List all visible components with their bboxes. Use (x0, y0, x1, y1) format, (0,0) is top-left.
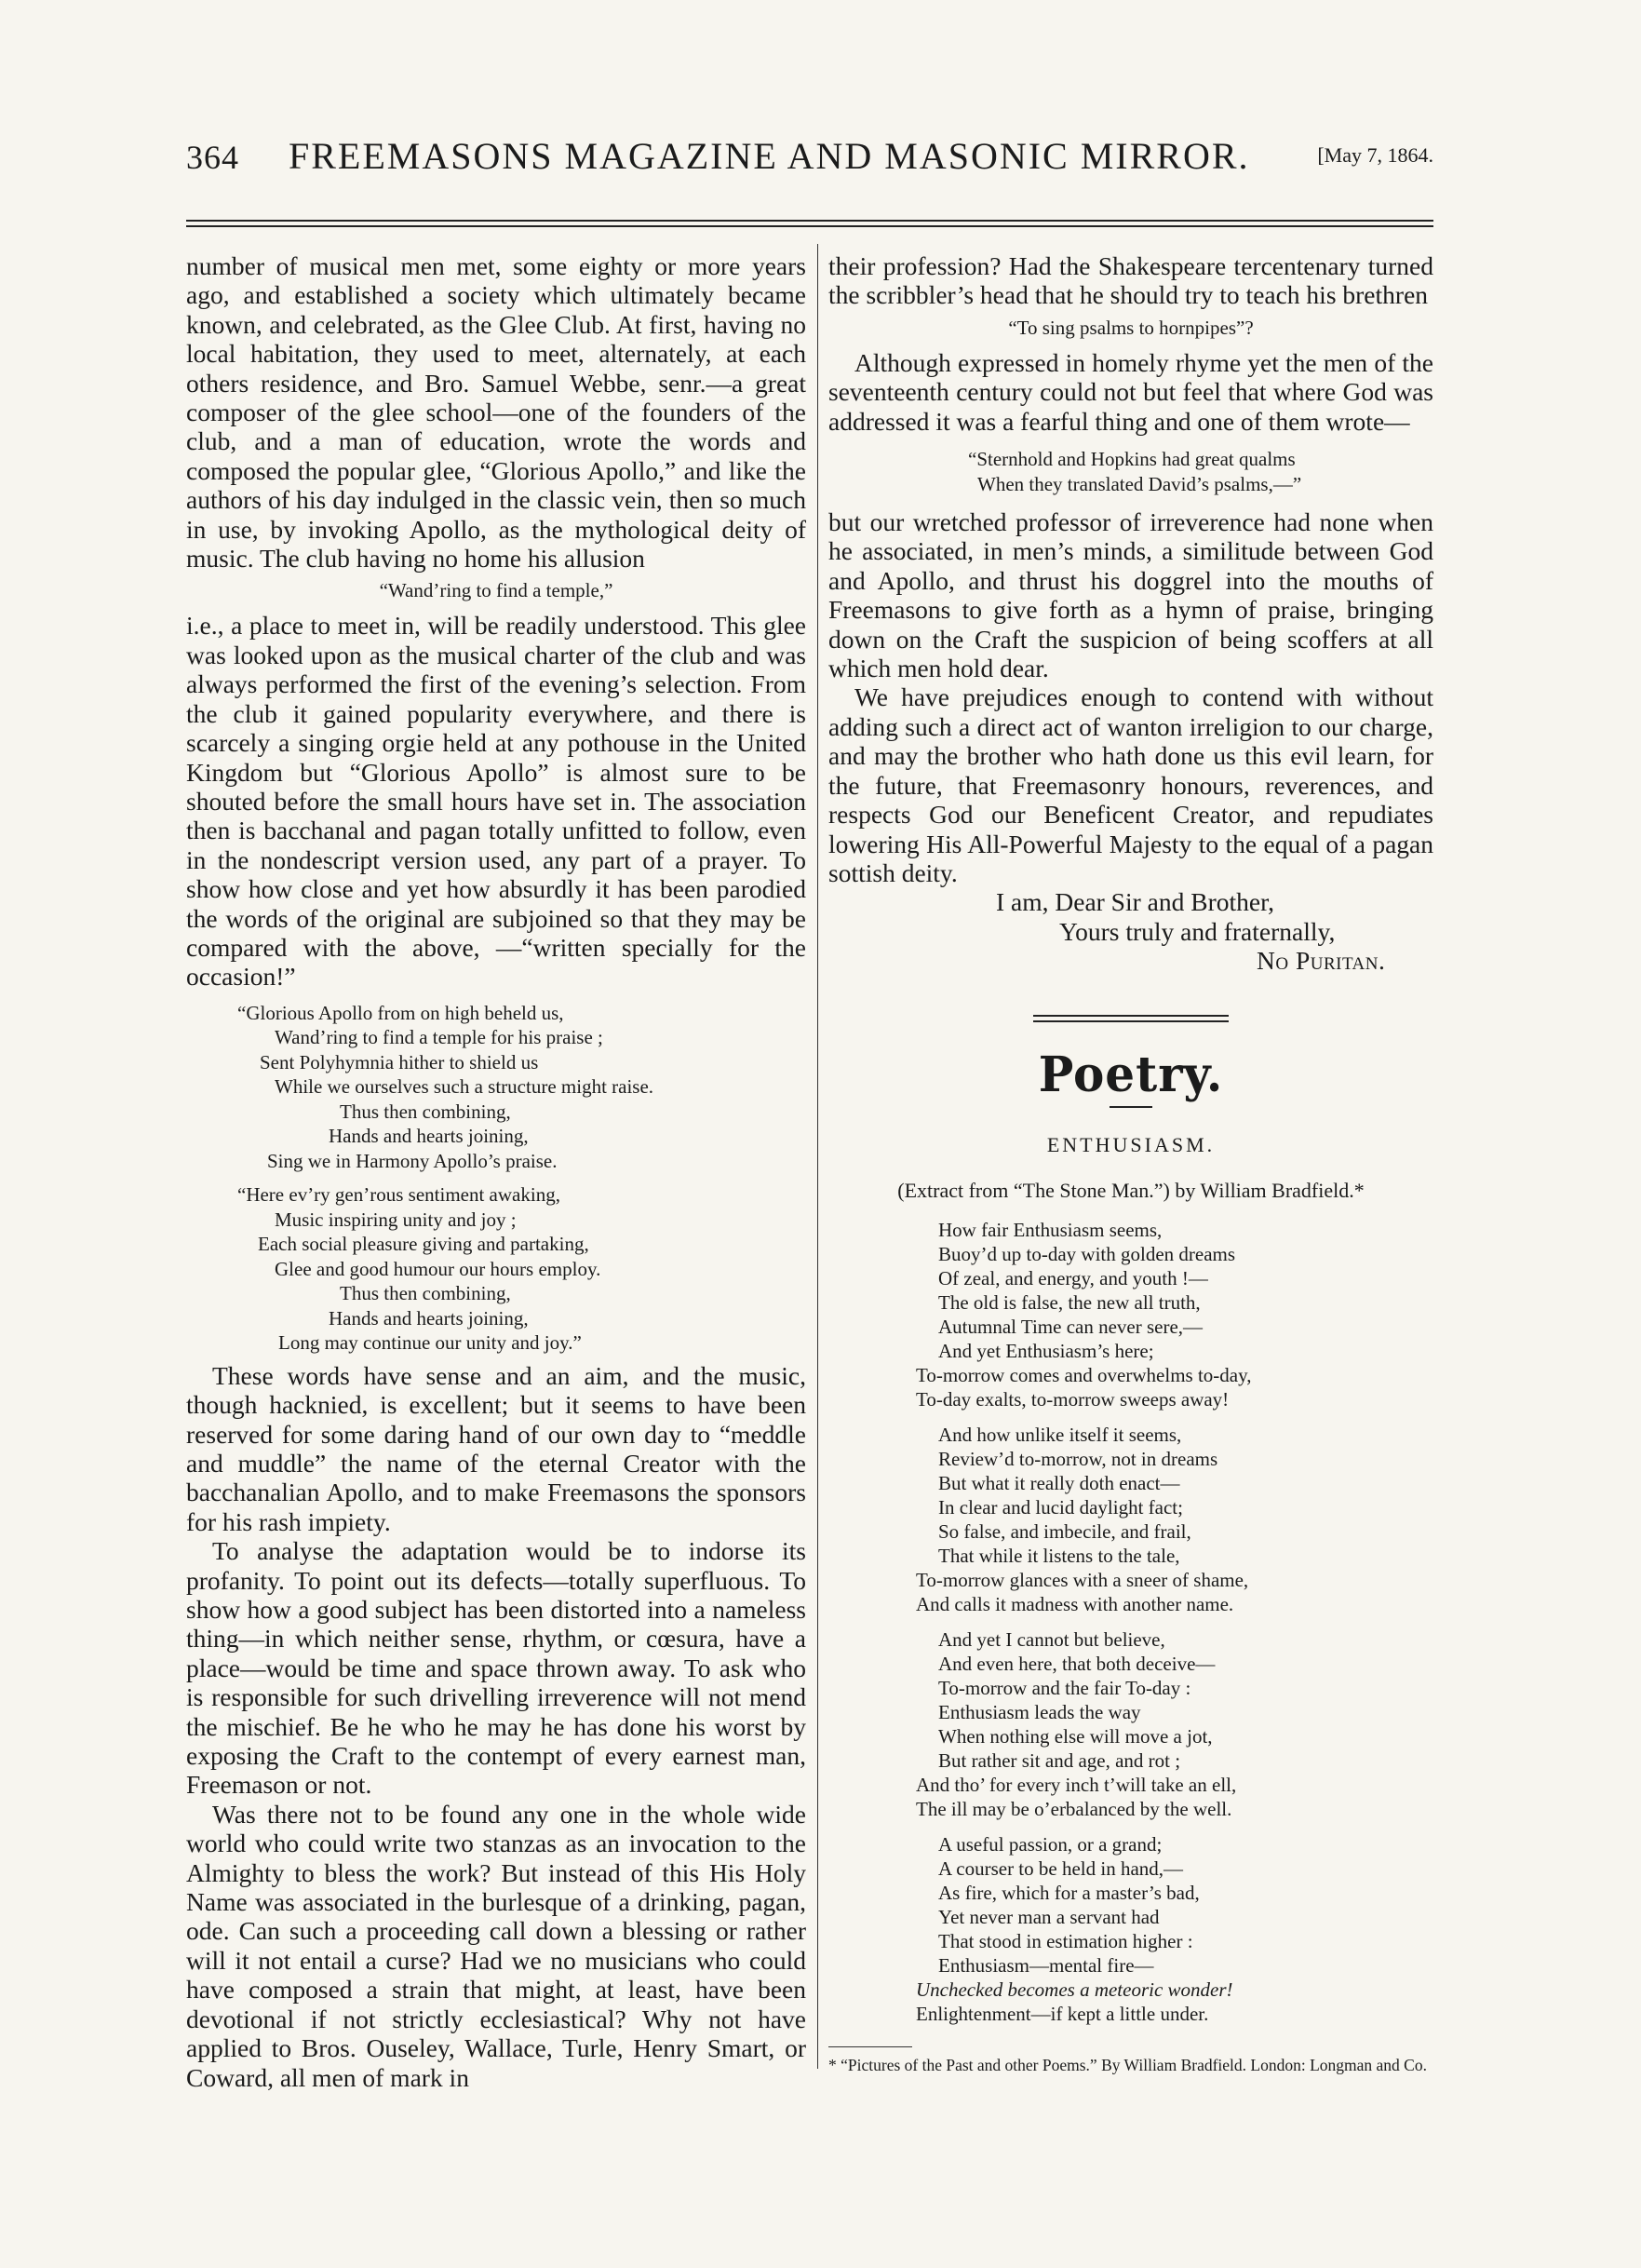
poem-body (828, 1218, 1433, 2026)
poem-line: That while it listens to the tale, (938, 1545, 1180, 1568)
left-paragraph-1: number of musical men met, some eighty or more years ago, and established a society which ultimately became known, and celebrated, as the Glee Club. At first, having no local habitation, they used to meet, alternately, at each others residence, and Bro. Samuel Webbe, senr.—a great composer of the glee school—one of the founders of the club, and a man of education, wrote the words and composed the popular glee, “Glorious Apollo,” and like the authors of his day indulged in the classic vein, then so much in use, by invoking Apollo, as the mythological deity of music. The club having no home his allusion (186, 251, 806, 574)
right-paragraph-4: We have prejudices enough to contend with without adding such a direct act of wanton irreligion to our charge, and may the brother who hath done us this evil learn, for the future, that Freemasonry honours, reverences, and respects God our Beneficent Creator, and repudiates lowering His All-Powerful Majesty to the equal of a pagan sottish deity. (828, 682, 1433, 887)
poem-line: But what it really doth enact— (938, 1472, 1180, 1495)
verse-line: Glee and good humour our hours employ. (275, 1257, 601, 1280)
header-rule-bottom (186, 225, 1433, 227)
poem-line: The ill may be o’erbalanced by the well. (916, 1798, 1232, 1821)
poem-line: Of zeal, and energy, and youth !— (938, 1267, 1208, 1290)
verse-line: Hands and hearts joining, (329, 1306, 529, 1330)
poem-line: In clear and lucid daylight fact; (938, 1496, 1183, 1519)
poem-line: A useful passion, or a grand; (938, 1833, 1163, 1856)
right-quote-1: “To sing psalms to hornpipes”? (1008, 316, 1254, 339)
verse-line: Wand’ring to find a temple for his praise ; (275, 1026, 603, 1049)
verse-line: Music inspiring unity and joy ; (275, 1208, 517, 1231)
poem-line: Autumnal Time can never sere,— (938, 1316, 1204, 1339)
poem-line: As fire, which for a master’s bad, (938, 1882, 1200, 1905)
verse-line: “Here ev’ry gen’rous sentiment awaking, (237, 1183, 560, 1207)
closing-line-2: Yours truly and fraternally, (1059, 916, 1336, 946)
header-rule-top (186, 220, 1433, 222)
poem-stanza-2 (916, 1423, 1433, 1616)
right-paragraph-3: but our wretched professor of irreverence had none when he associated, in men’s minds, a similitude between God and Apollo, and thrust his doggrel into the mouths of Freemasons to give forth as a hymn of praise, bringing down on the Craft the suspicion of being scoffers at all which men hold dear. (828, 507, 1433, 683)
poem-line: Yet never man a servant had (938, 1906, 1160, 1929)
issue-date: [May 7, 1864. (1317, 143, 1433, 167)
verse-line: Hands and hearts joining, (329, 1125, 529, 1148)
verse-line: When they translated David’s psalms,—” (977, 472, 1302, 495)
poem-line: But rather sit and age, and rot ; (938, 1749, 1181, 1773)
poem-line: That stood in estimation higher : (938, 1930, 1193, 1953)
poem-stanza-4 (916, 1832, 1433, 2026)
poem-line: To-morrow and the fair To-day : (938, 1677, 1191, 1700)
poem-line: Unchecked becomes a meteoric wonder! (916, 1978, 1233, 2002)
poem-line: How fair Enthusiasm seems, (938, 1219, 1163, 1242)
poem-line: A courser to be held in hand,— (938, 1857, 1184, 1881)
left-quote-1: “Wand’ring to find a temple,” (379, 579, 613, 602)
poem-source: (Extract from “The Stone Man.”) by William Bradfield.* (897, 1178, 1365, 1202)
poem-line: And calls it madness with another name. (916, 1593, 1234, 1616)
poem-line: Buoy’d up to-day with golden dreams (938, 1243, 1236, 1266)
poem-line: Enthusiasm—mental fire— (938, 1954, 1154, 1978)
verse-line: Thus then combining, (340, 1100, 511, 1123)
left-column (186, 251, 806, 2092)
poem-title: ENTHUSIASM. (1046, 1132, 1216, 1156)
left-paragraph-5: Was there not to be found any one in the whole wide world who could write two stanzas as an invocation to the Almighty to bless the work? But instead of this His Holy Name was associated in the burlesque of a drinking, pagan, ode. Can such a proceeding call down a blessing or rather will it not entail a curse? Had we no musicians who could have composed a strain that might, at least, have been devotional if not strictly ecclesiastical? Why not have applied to Bros. Ouseley, Wallace, Turle, Henry Smart, or Coward, all men of mark in (186, 1799, 806, 2092)
right-paragraph-1: their profession? Had the Shakespeare tercentenary turned the scribbler’s head that he should try to teach his brethren (828, 251, 1433, 310)
glee-verse-2 (186, 1182, 806, 1356)
column-divider (817, 244, 818, 2069)
poem-line: To-day exalts, to-morrow sweeps away! (916, 1388, 1230, 1411)
right-column (828, 251, 1433, 2076)
verse-line: Sent Polyhymnia hither to shield us (260, 1050, 539, 1073)
verse-line: Sing we in Harmony Apollo’s praise. (267, 1149, 558, 1172)
footnote: * “Pictures of the Past and other Poems.” By William Bradfield. London: Longman and Co. (828, 2056, 1427, 2075)
poem-line: Enthusiasm leads the way (938, 1701, 1141, 1724)
right-paragraph-2: Although expressed in homely rhyme yet the men of the seventeenth century could not but feel that where God was addressed it was a fearful thing and one of them wrote— (828, 347, 1433, 436)
poem-line: The old is false, the new all truth, (938, 1291, 1201, 1315)
magazine-title: FREEMASONS MAGAZINE AND MASONIC MIRROR. (289, 135, 1250, 177)
poem-line: So false, and imbecile, and frail, (938, 1520, 1191, 1544)
poem-line: To-morrow glances with a sneer of shame, (916, 1569, 1249, 1592)
verse-line: Each social pleasure giving and partaking, (258, 1233, 589, 1256)
poetry-heading: Poetry. (1038, 1045, 1224, 1102)
verse-line: “Glorious Apollo from on high beheld us, (237, 1001, 564, 1024)
poem-line: And yet I cannot but believe, (938, 1628, 1165, 1652)
poem-line: And how unlike itself it seems, (938, 1424, 1182, 1447)
left-paragraph-3: These words have sense and an aim, and the music, though hacknied, is excellent; but it seems to have been reserved for some daring hand of our own day to “meddle and muddle” the name of the eternal Creator with the bacchanalian Apollo, and to make Freemasons the sponsors for his rash impiety. (186, 1360, 806, 1536)
poem-line: When nothing else will move a jot, (938, 1725, 1213, 1748)
page-number: 364 (186, 139, 239, 176)
sternhold-quote (828, 447, 1433, 496)
verse-line: Long may continue our unity and joy.” (278, 1331, 582, 1355)
closing-line-1: I am, Dear Sir and Brother, (996, 887, 1275, 917)
poem-line: Review’d to-morrow, not in dreams (938, 1448, 1218, 1471)
poem-line: To-morrow comes and overwhelms to-day, (916, 1364, 1252, 1387)
footnote-rule (828, 2046, 912, 2047)
heading-underline (1110, 1106, 1152, 1108)
section-divider (1033, 1015, 1229, 1022)
poem-line: And tho’ for every inch t’will take an ell, (916, 1774, 1237, 1797)
page-header (186, 119, 1433, 177)
glee-verse-1 (186, 1001, 806, 1174)
left-paragraph-4: To analyse the adaptation would be to indorse its profanity. To point out its defects—totally superfluous. To show how a good subject has been distorted into a nameless thing—in which neither sense, rhythm, or cœsura, have a place—would be time and space thrown away. To ask who is responsible for such drivelling irreverence will not mend the mischief. Be he who he may he has done his worst by exposing the Craft to the contempt of every earnest man, Freemason or not. (186, 1536, 806, 1800)
verse-line: Thus then combining, (340, 1282, 511, 1305)
left-paragraph-2: i.e., a place to meet in, will be readily understood. This glee was looked upon as the musical charter of the club and was always performed the first of the evening’s selection. From the club it gained popularity everywhere, and there is scarcely a singing orgie held at any pothouse in the United Kingdom but “Glorious Apollo” is almost sure to be shouted before the small hours have set in. The association then is bacchanal and pagan totally unfitted to follow, even in the nondescript version used, any part of a prayer. To show how close and yet how absurdly it has been parodied the words of the original are subjoined so that they may be compared with the above, —“written specially for the occasion!” (186, 611, 806, 992)
verse-line: “Sternhold and Hopkins had great qualms (968, 448, 1296, 471)
poem-line: And even here, that both deceive— (938, 1653, 1216, 1676)
poem-line: Enlightenment—if kept a little under. (916, 2003, 1209, 2026)
poem-line: And yet Enthusiasm’s here; (938, 1340, 1154, 1363)
signature: No Puritan. (1257, 946, 1386, 976)
letter-closing (828, 887, 1433, 975)
poem-stanza-1 (916, 1218, 1433, 1411)
poem-stanza-3 (916, 1627, 1433, 1821)
verse-line: While we ourselves such a structure might raise. (275, 1075, 654, 1099)
